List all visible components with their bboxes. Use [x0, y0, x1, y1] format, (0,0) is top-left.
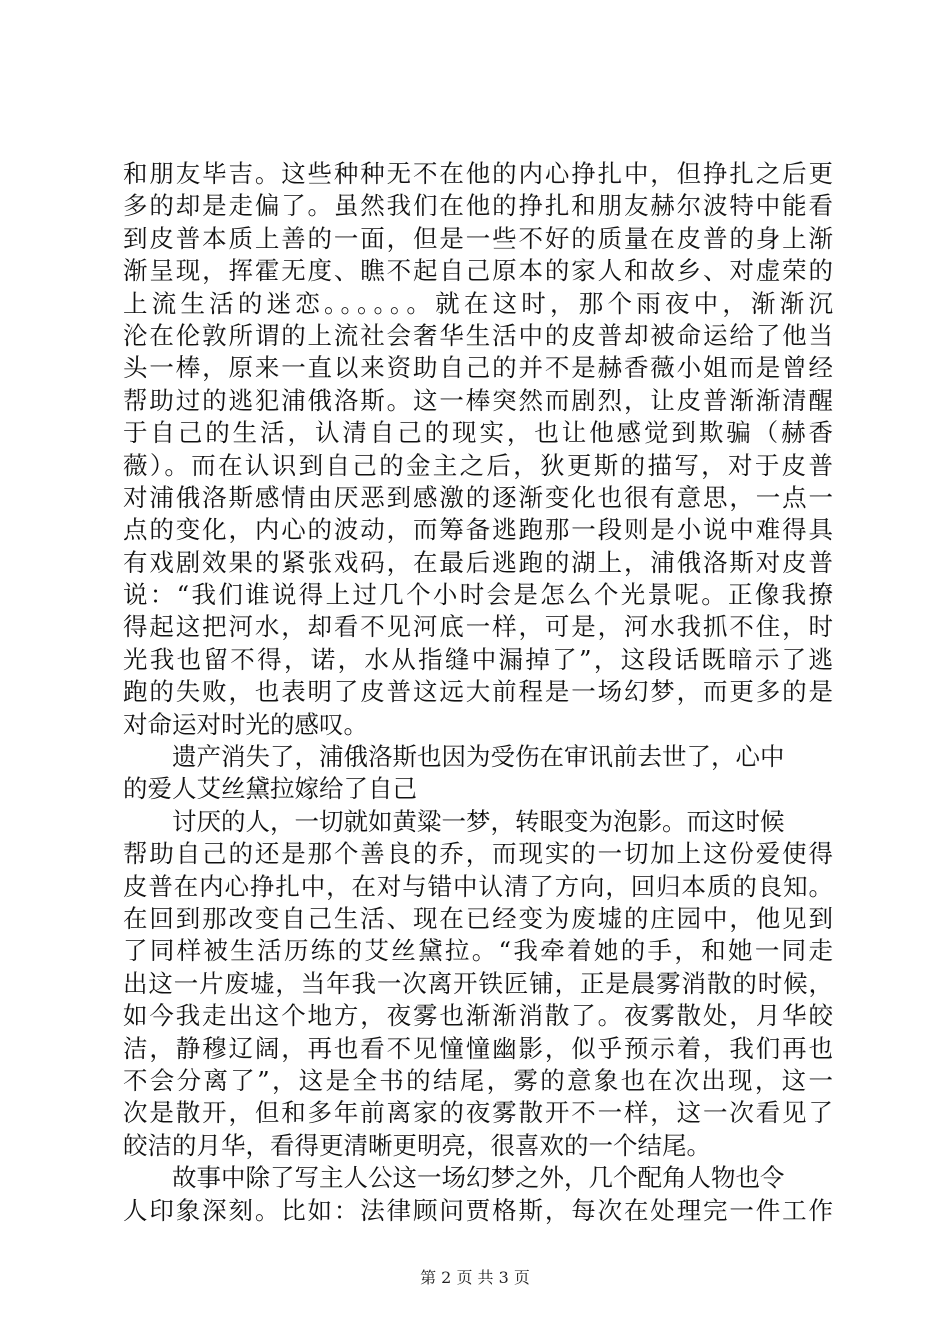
text-line: 的爱人艾丝黛拉嫁给了自己 — [123, 774, 417, 804]
text-line: 头一棒，原来一直以来资助自己的并不是赫香薇小姐而是曾经 — [123, 353, 833, 383]
text-line: 有戏剧效果的紧张戏码，在最后逃跑的湖上，浦俄洛斯对皮普 — [123, 547, 833, 577]
text-line: 上流生活的迷恋。。。。。。就在这时，那个雨夜中，渐渐沉 — [123, 288, 833, 318]
text-line: 了同样被生活历练的艾丝黛拉。“我牵着她的手，和她一同走 — [123, 936, 833, 966]
text-line: 多的却是走偏了。虽然我们在他的挣扎和朋友赫尔波特中能看 — [123, 191, 833, 221]
text-line: 薇）。而在认识到自己的金主之后，狄更斯的描写，对于皮普 — [123, 450, 833, 480]
text-line: 帮助过的逃犯浦俄洛斯。这一棒突然而剧烈，让皮普渐渐清醒 — [123, 385, 833, 415]
text-line: 和朋友毕吉。这些种种无不在他的内心挣扎中，但挣扎之后更 — [123, 159, 833, 188]
text-line: 到皮普本质上善的一面，但是一些不好的质量在皮普的身上渐 — [123, 223, 833, 253]
text-line: 出这一片废墟，当年我一次离开铁匠铺，正是晨雾消散的时候， — [123, 968, 833, 998]
text-line: 跑的失败，也表明了皮普这远大前程是一场幻梦，而更多的是 — [123, 677, 833, 707]
text-line: 沦在伦敦所谓的上流社会奢华生活中的皮普却被命运给了他当 — [123, 320, 833, 350]
text-line: 人印象深刻。比如：法律顾问贾格斯，每次在处理完一件工作 — [123, 1195, 833, 1225]
text-line: 得起这把河水，却看不见河底一样，可是，河水我抓不住，时 — [123, 612, 833, 642]
text-line: 光我也留不得，诺，水从指缝中漏掉了”，这段话既暗示了逃 — [123, 644, 833, 674]
text-line: 对浦俄洛斯感情由厌恶到感激的逐渐变化也很有意思，一点一 — [123, 482, 833, 512]
paragraph-start-line: 遗产消失了，浦俄洛斯也因为受伤在审讯前去世了，心中 — [172, 742, 785, 772]
text-line: 在回到那改变自己生活、现在已经变为废墟的庄园中，他见到 — [123, 903, 833, 933]
paragraph-start-line: 讨厌的人，一切就如黄粱一梦，转眼变为泡影。而这时候 — [172, 806, 785, 836]
text-line: 说：“我们谁说得上过几个小时会是怎么个光景呢。正像我撩 — [123, 580, 833, 610]
paragraph-start-line: 故事中除了写主人公这一场幻梦之外，几个配角人物也令 — [172, 1163, 785, 1193]
text-line: 渐呈现，挥霍无度、瞧不起自己原本的家人和故乡、对虚荣的 — [123, 256, 833, 286]
text-line: 不会分离了”，这是全书的结尾，雾的意象也在次出现，这一 — [123, 1065, 833, 1095]
text-line: 次是散开，但和多年前离家的夜雾散开不一样，这一次看见了 — [123, 1098, 833, 1128]
text-line: 对命运对时光的感叹。 — [123, 709, 368, 739]
text-line: 帮助自己的还是那个善良的乔，而现实的一切加上这份爱使得 — [123, 839, 833, 869]
text-line: 点的变化，内心的波动，而筹备逃跑那一段则是小说中难得具 — [123, 515, 833, 545]
document-body — [123, 158, 833, 1227]
page-footer: 第 2 页 共 3 页 — [420, 1268, 530, 1287]
text-line: 皎洁的月华，看得更清晰更明亮，很喜欢的一个结尾。 — [123, 1130, 711, 1160]
text-line: 洁，静穆辽阔，再也看不见憧憧幽影，似乎预示着，我们再也 — [123, 1033, 833, 1063]
text-line: 皮普在内心挣扎中，在对与错中认清了方向，回归本质的良知。 — [123, 871, 833, 901]
text-line: 如今我走出这个地方，夜雾也渐渐消散了。夜雾散处，月华皎 — [123, 1001, 833, 1031]
text-line: 于自己的生活，认清自己的现实，也让他感觉到欺骗（赫香 — [123, 418, 833, 448]
